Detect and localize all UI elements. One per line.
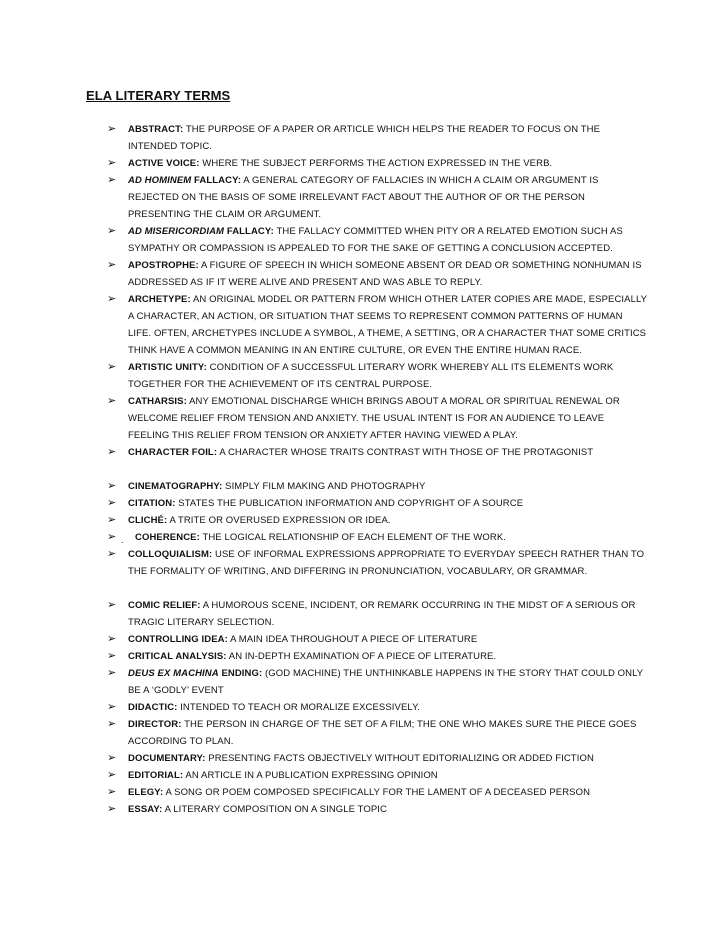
arrow-bullet-icon: ➢ — [107, 174, 117, 186]
term-name: ACTIVE VOICE: — [128, 158, 200, 169]
term-name: ARTISTIC UNITY: — [128, 362, 207, 373]
term-definition: AN ORIGINAL MODEL OR PATTERN FROM WHICH OTHER LATER COPIES ARE MADE, ESPECIALLY A CHARACTER, AN ACTION, OR SITUATION THAT SEEMS TO REPRESENT COMMON PATTERNS OF HUMAN LIFE. OFTEN, ARCHETYPES INCLUDE A SYMBOL, A THEME, A SETTING, OR A CHARACTER THAT SOME CRITICS THINK HAVE A COMMON MEANING IN AN ENTIRE CULTURE, OR EVEN THE ENTIRE HUMAN RACE. — [128, 294, 647, 356]
arrow-bullet-icon: ➢ — [107, 395, 117, 407]
term-name: EDITORIAL: — [128, 770, 184, 781]
term-definition: AN IN-DEPTH EXAMINATION OF A PIECE OF LITERATURE. — [226, 651, 497, 662]
term-item — [0, 223, 728, 257]
term-item — [0, 512, 728, 529]
term-name: COLLOQUIALISM: — [128, 549, 213, 560]
arrow-bullet-icon: ➢ — [107, 752, 117, 764]
arrow-bullet-icon: ➢ — [107, 633, 117, 645]
term-definition: A GENERAL CATEGORY OF FALLACIES IN WHICH A CLAIM OR ARGUMENT IS REJECTED ON THE BASIS OF SOME IRRELEVANT FACT ABOUT THE AUTHOR OF OR THE PERSON PRESENTING THE CLAIM OR ARGUMENT. — [128, 175, 599, 220]
arrow-bullet-icon: ➢ — [107, 803, 117, 815]
term-item — [0, 631, 728, 648]
term-definition: INTENDED TO TEACH OR MORALIZE EXCESSIVELY. — [177, 702, 421, 713]
term-item — [0, 495, 728, 512]
term-item — [0, 393, 728, 444]
term-name: ENDING: — [218, 668, 263, 679]
term-name: COMIC RELIEF: — [128, 600, 201, 611]
term-item — [0, 529, 728, 546]
arrow-bullet-icon: ➢ — [107, 361, 117, 373]
term-item — [0, 767, 728, 784]
term-name: CONTROLLING IDEA: — [128, 634, 228, 645]
term-definition: A CHARACTER WHOSE TRAITS CONTRAST WITH THOSE OF THE PROTAGONIST — [217, 447, 594, 458]
term-definition: ANY EMOTIONAL DISCHARGE WHICH BRINGS ABOUT A MORAL OR SPIRITUAL RENEWAL OR WELCOME RELIEF FROM TENSION AND ANXIETY. THE USUAL INTENT IS FOR AN AUDIENCE TO LEAVE FEELING THIS RELIEF FROM TENSION OR ANXIETY AFTER HAVING VIEWED A PLAY. — [128, 396, 620, 441]
arrow-bullet-icon: ➢ — [107, 701, 117, 713]
term-definition: THE PURPOSE OF A PAPER OR ARTICLE WHICH HELPS THE READER TO FOCUS ON THE INTENDED TOPIC. — [128, 124, 601, 152]
term-item — [0, 172, 728, 223]
term-definition: CONDITION OF A SUCCESSFUL LITERARY WORK WHEREBY ALL ITS ELEMENTS WORK TOGETHER FOR THE ACHIEVEMENT OF ITS CENTRAL PURPOSE. — [128, 362, 614, 390]
term-definition: THE LOGICAL RELATIONSHIP OF EACH ELEMENT OF THE WORK. — [199, 532, 506, 543]
term-definition: THE FALLACY COMMITTED WHEN PITY OR A RELATED EMOTION SUCH AS SYMPATHY OR COMPASSION IS APPEALED TO FOR THE SAKE OF GETTING A CONCLUSION ACCEPTED. — [128, 226, 623, 254]
term-item — [0, 257, 728, 291]
term-name: COHERENCE: — [135, 532, 200, 543]
term-name: ELEGY: — [128, 787, 164, 798]
term-name: DIRECTOR: — [128, 719, 182, 730]
term-definition: AN ARTICLE IN A PUBLICATION EXPRESSING OPINION — [183, 770, 438, 781]
term-name: CHARACTER FOIL: — [128, 447, 218, 458]
term-item — [0, 750, 728, 767]
term-definition: USE OF INFORMAL EXPRESSIONS APPROPRIATE TO EVERYDAY SPEECH RATHER THAN TO THE FORMALITY OF WRITING, AND DIFFERING IN PRONUNCIATION, VOCABULARY, OR GRAMMAR. — [128, 549, 645, 577]
term-item — [0, 801, 728, 818]
arrow-bullet-icon: ➢ — [107, 123, 117, 135]
term-name: CRITICAL ANALYSIS: — [128, 651, 227, 662]
term-definition: A SONG OR POEM COMPOSED SPECIFICALLY FOR THE LAMENT OF A DECEASED PERSON — [163, 787, 591, 798]
term-name-italic: DEUS EX MACHINA — [128, 668, 219, 679]
term-definition: A LITERARY COMPOSITION ON A SINGLE TOPIC — [162, 804, 388, 815]
term-item — [0, 716, 728, 750]
term-item — [0, 665, 728, 699]
arrow-bullet-icon: ➢ — [107, 293, 117, 305]
arrow-bullet-icon: ➢ — [107, 514, 117, 526]
term-definition: (GOD MACHINE) THE UNTHINKABLE HAPPENS IN THE STORY THAT COULD ONLY BE A ‘GODLY’ EVENT — [128, 668, 644, 696]
term-definition: THE PERSON IN CHARGE OF THE SET OF A FILM; THE ONE WHO MAKES SURE THE PIECE GOES ACCORDING TO PLAN. — [128, 719, 637, 747]
term-name: FALLACY: — [224, 226, 274, 237]
term-item — [0, 648, 728, 665]
term-name: CATHARSIS: — [128, 396, 187, 407]
term-item — [0, 444, 728, 461]
arrow-bullet-icon: ➢ — [107, 446, 117, 458]
term-name: CITATION: — [128, 498, 176, 509]
arrow-bullet-icon: ➢ — [107, 667, 117, 679]
term-definition: SIMPLY FILM MAKING AND PHOTOGRAPHY — [222, 481, 426, 492]
arrow-bullet-icon: ➢ — [107, 531, 117, 543]
arrow-bullet-icon: ➢ — [107, 786, 117, 798]
term-name: ABSTRACT: — [128, 124, 184, 135]
term-definition: A TRITE OR OVERUSED EXPRESSION OR IDEA. — [167, 515, 391, 526]
term-definition: A FIGURE OF SPEECH IN WHICH SOMEONE ABSENT OR DEAD OR SOMETHING NONHUMAN IS ADDRESSED AS IF IT WERE ALIVE AND PRESENT AND WAS ABLE TO REPLY. — [128, 260, 642, 288]
term-name-italic: AD MISERICORDIAM — [128, 226, 225, 237]
arrow-bullet-icon: ➢ — [107, 769, 117, 781]
term-item — [0, 291, 728, 359]
arrow-bullet-icon: ➢ — [107, 599, 117, 611]
term-item — [0, 597, 728, 631]
term-name: DIDACTIC: — [128, 702, 178, 713]
arrow-bullet-icon: ➢ — [107, 548, 117, 560]
arrow-bullet-icon: ➢ — [107, 157, 117, 169]
term-content — [128, 532, 506, 543]
term-name: CINEMATOGRAPHY: — [128, 481, 223, 492]
arrow-bullet-icon: ➢ — [107, 225, 117, 237]
term-name: CLICHÉ: — [128, 515, 168, 526]
arrow-bullet-icon: ➢ — [107, 259, 117, 271]
term-name: ARCHETYPE: — [128, 294, 191, 305]
terms-list — [0, 121, 728, 818]
term-item — [0, 699, 728, 716]
term-definition: A HUMOROUS SCENE, INCIDENT, OR REMARK OCCURRING IN THE MIDST OF A SERIOUS OR TRAGIC LITERARY SELECTION. — [128, 600, 636, 628]
term-item — [0, 121, 728, 155]
arrow-bullet-icon: ➢ — [107, 650, 117, 662]
term-definition: STATES THE PUBLICATION INFORMATION AND COPYRIGHT OF A SOURCE — [175, 498, 524, 509]
term-definition: WHERE THE SUBJECT PERFORMS THE ACTION EXPRESSED IN THE VERB. — [199, 158, 553, 169]
term-item — [0, 155, 728, 172]
term-name-italic: AD HOMINEM — [128, 175, 192, 186]
term-name: DOCUMENTARY: — [128, 753, 206, 764]
document-title: ELA LITERARY TERMS — [86, 88, 231, 103]
arrow-bullet-icon: ➢ — [107, 718, 117, 730]
term-definition: PRESENTING FACTS OBJECTIVELY WITHOUT EDITORIALIZING OR ADDED FICTION — [205, 753, 594, 764]
term-item — [0, 546, 728, 580]
stray-mark: . — [121, 535, 124, 545]
term-name: ESSAY: — [128, 804, 163, 815]
arrow-bullet-icon: ➢ — [107, 480, 117, 492]
term-item — [0, 478, 728, 495]
term-name: FALLACY: — [191, 175, 242, 186]
term-item — [0, 784, 728, 801]
term-item — [0, 359, 728, 393]
term-name: APOSTROPHE: — [128, 260, 199, 271]
term-definition: A MAIN IDEA THROUGHOUT A PIECE OF LITERATURE — [227, 634, 478, 645]
arrow-bullet-icon: ➢ — [107, 497, 117, 509]
